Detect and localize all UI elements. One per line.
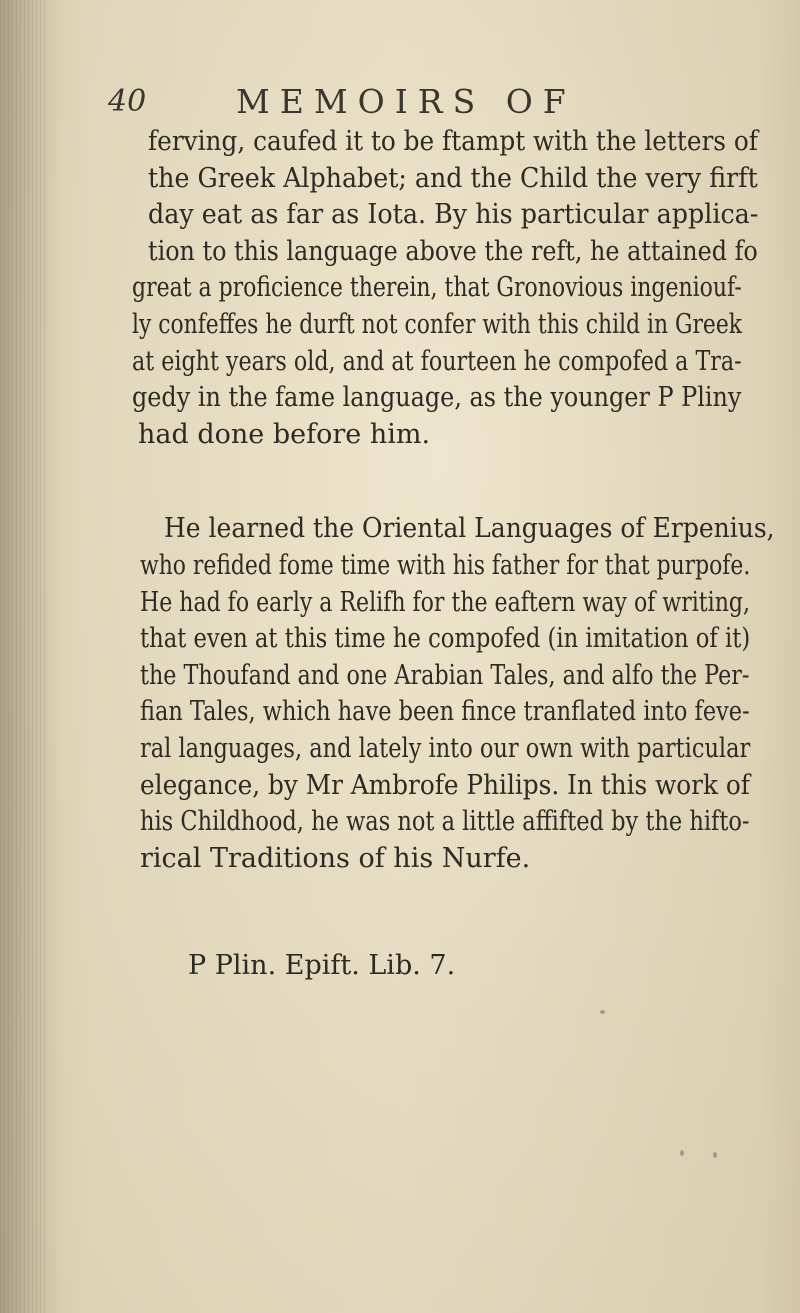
text-line: ly confeffes he durft not confer with this child in Greek [132, 308, 742, 340]
text-line: tion to this language above the reft, he attained fo [148, 235, 758, 267]
page-header [108, 82, 668, 122]
paragraph-2 [140, 511, 775, 877]
text-line: He learned the Oriental Languages of Erpenius, [164, 513, 775, 545]
text-line: gedy in the fame language, as the younger P Pliny [132, 382, 742, 414]
text-line: fian Tales, which have been fince tranflated into feve- [140, 696, 750, 728]
text-line: ral languages, and lately into our own with particular [140, 732, 751, 764]
binding-gutter [0, 0, 46, 1313]
text-line: rical Traditions of his Nurfe. [140, 842, 531, 874]
paragraph-1 [132, 124, 759, 453]
text-line: that even at this time he compofed (in imitation of it) [140, 623, 751, 655]
text-line: ferving, caufed it to be ftampt with the letters of [148, 126, 758, 157]
text-line: elegance, by Mr Ambrofe Philips. In this work of [140, 769, 750, 801]
text-line: who refided fome time with his father for that purpofe. [140, 549, 751, 581]
text-line: the Thoufand and one Arabian Tales, and alfo the Per- [140, 659, 750, 691]
paragraph-gap [148, 453, 748, 511]
ink-speck [680, 1150, 684, 1156]
text-line: had done before him. [138, 418, 431, 450]
text-line: day eat as far as Iota. By his particular applica- [148, 199, 759, 231]
page-number: 40 [108, 84, 147, 119]
text-line: He had fo early a Relifh for the eaftern way of writing, [140, 586, 751, 618]
text-line: his Childhood, he was not a little affifted by the hifto- [140, 806, 750, 838]
ink-speck [713, 1152, 717, 1158]
running-head: MEMOIRS OF [236, 82, 576, 121]
text-line: the Greek Alphabet; and the Child the very firft [148, 162, 758, 194]
body-text [132, 124, 775, 877]
ink-speck [600, 1010, 605, 1014]
text-line: great a proficience therein, that Gronovious ingeniouf- [132, 272, 742, 304]
footnote: P Plin. Epift. Lib. 7. [188, 950, 456, 981]
text-line: at eight years old, and at fourteen he compofed a Tra- [132, 345, 742, 377]
